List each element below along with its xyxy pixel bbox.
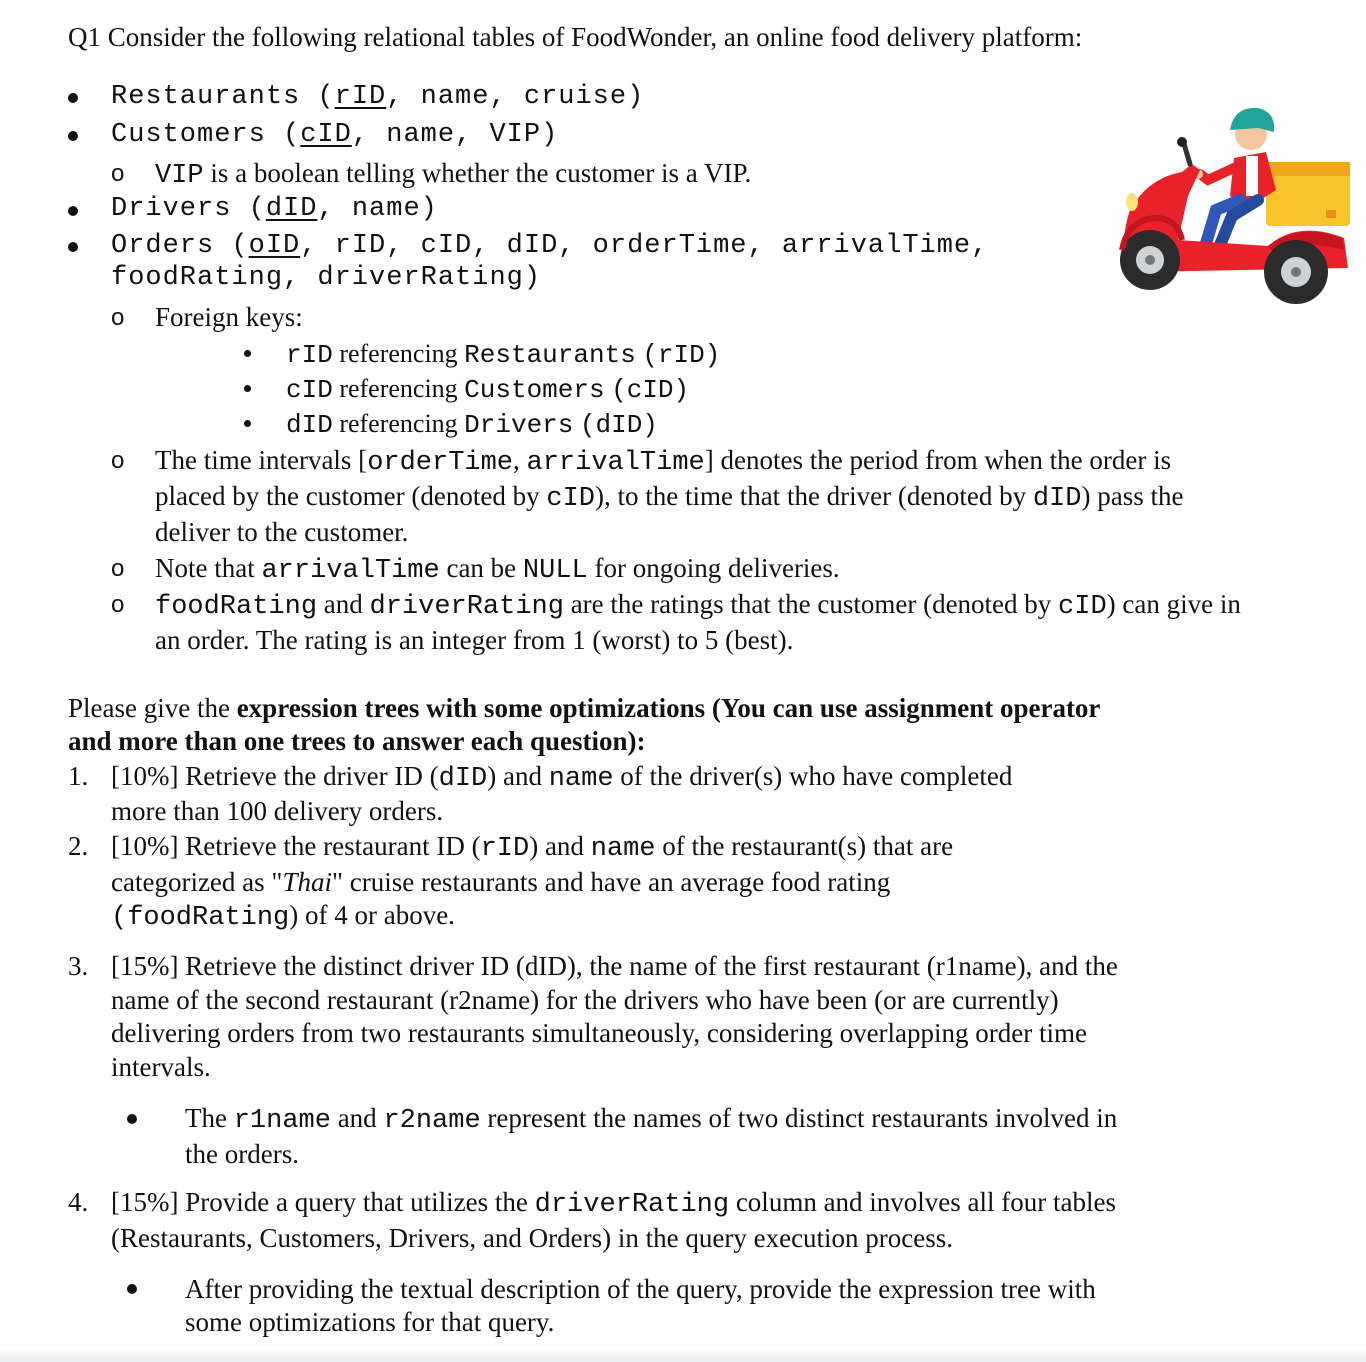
sub-bullet-o: o (111, 447, 125, 474)
bullet (244, 420, 251, 427)
question-number: 3. (68, 951, 89, 981)
question-heading: Q1 Consider the following relational tables of FoodWonder, an online food delivery platform: (68, 22, 1083, 52)
question-4-cont: (Restaurants, Customers, Drivers, and Orders) in the query execution process. (111, 1223, 954, 1253)
question-2-cont: categorized as "Thai" cruise restaurants and have an average food rating (111, 867, 891, 897)
schema-orders-cont: foodRating, driverRating) (111, 263, 542, 293)
question-3-note-cont: the orders. (185, 1139, 299, 1169)
schema-customers: Customers (cID, name, VIP) (111, 120, 559, 150)
question-3-cont: name of the second restaurant (r2name) for the drivers who have been (or are currently) (111, 985, 1059, 1015)
foreign-keys-title: Foreign keys: (155, 302, 303, 332)
question-3: [15%] Retrieve the distinct driver ID (dID), the name of the first restaurant (r1name), and the (111, 951, 1118, 981)
bullet (244, 350, 251, 357)
bullet (127, 1114, 137, 1124)
question-number: 1. (68, 761, 89, 791)
instructions-cont: and more than one trees to answer each question): (68, 726, 646, 756)
time-interval-note: The time intervals [orderTime, arrivalTime] denotes the period from when the order is (155, 445, 1172, 478)
bullet (68, 93, 78, 103)
sub-bullet-o: o (111, 591, 125, 618)
sub-bullet-o: o (111, 304, 125, 331)
time-interval-note-cont: deliver to the customer. (155, 517, 409, 547)
foreign-key-item: dID referencing Drivers (dID) (286, 409, 658, 440)
question-2: [10%] Retrieve the restaurant ID (rID) and name of the restaurant(s) that are (111, 831, 954, 864)
delivery-scooter-illustration (1108, 100, 1358, 310)
vip-note: VIP is a boolean telling whether the customer is a VIP. (155, 158, 752, 191)
sub-bullet-o: o (111, 160, 125, 187)
bullet (68, 242, 78, 252)
time-interval-note-cont: placed by the customer (denoted by cID), to the time that the driver (denoted by dID) pass the (155, 481, 1184, 514)
bullet (127, 1284, 137, 1294)
question-2-cont: (foodRating) of 4 or above. (111, 900, 455, 933)
schema-restaurants: Restaurants (rID, name, cruise) (111, 82, 645, 112)
question-1: [10%] Retrieve the driver ID (dID) and name of the driver(s) who have completed (111, 761, 1013, 794)
bullet (68, 131, 78, 141)
question-4-note-cont: some optimizations for that query. (185, 1307, 555, 1337)
helmet (1230, 108, 1274, 132)
question-number: 4. (68, 1187, 89, 1217)
schema-drivers: Drivers (dID, name) (111, 194, 438, 224)
instructions: Please give the expression trees with some optimizations (You can use assignment operator (68, 693, 1101, 723)
null-note: Note that arrivalTime can be NULL for ongoing deliveries. (155, 553, 840, 586)
foreign-key-item: cID referencing Customers (cID) (286, 374, 690, 405)
question-3-cont: intervals. (111, 1052, 211, 1082)
question-3-note: The r1name and r2name represent the names of two distinct restaurants involved in (185, 1103, 1118, 1136)
question-number: 2. (68, 831, 89, 861)
schema-orders: Orders (oID, rID, cID, dID, orderTime, arrivalTime, (111, 231, 989, 261)
rating-note: foodRating and driverRating are the ratings that the customer (denoted by cID) can give in (155, 589, 1241, 622)
page-edge-shadow (0, 1348, 1366, 1362)
sub-bullet-o: o (111, 555, 125, 582)
question-4-note: After providing the textual description of the query, provide the expression tree with (185, 1274, 1096, 1304)
bullet (244, 385, 251, 392)
rating-note-cont: an order. The rating is an integer from 1 (worst) to 5 (best). (155, 625, 794, 655)
question-4: [15%] Provide a query that utilizes the driverRating column and involves all four tables (111, 1187, 1116, 1220)
question-3-cont: delivering orders from two restaurants simultaneously, considering overlapping order time (111, 1018, 1087, 1048)
bullet (68, 206, 78, 216)
foreign-key-item: rID referencing Restaurants (rID) (286, 339, 721, 370)
question-1-cont: more than 100 delivery orders. (111, 796, 444, 826)
